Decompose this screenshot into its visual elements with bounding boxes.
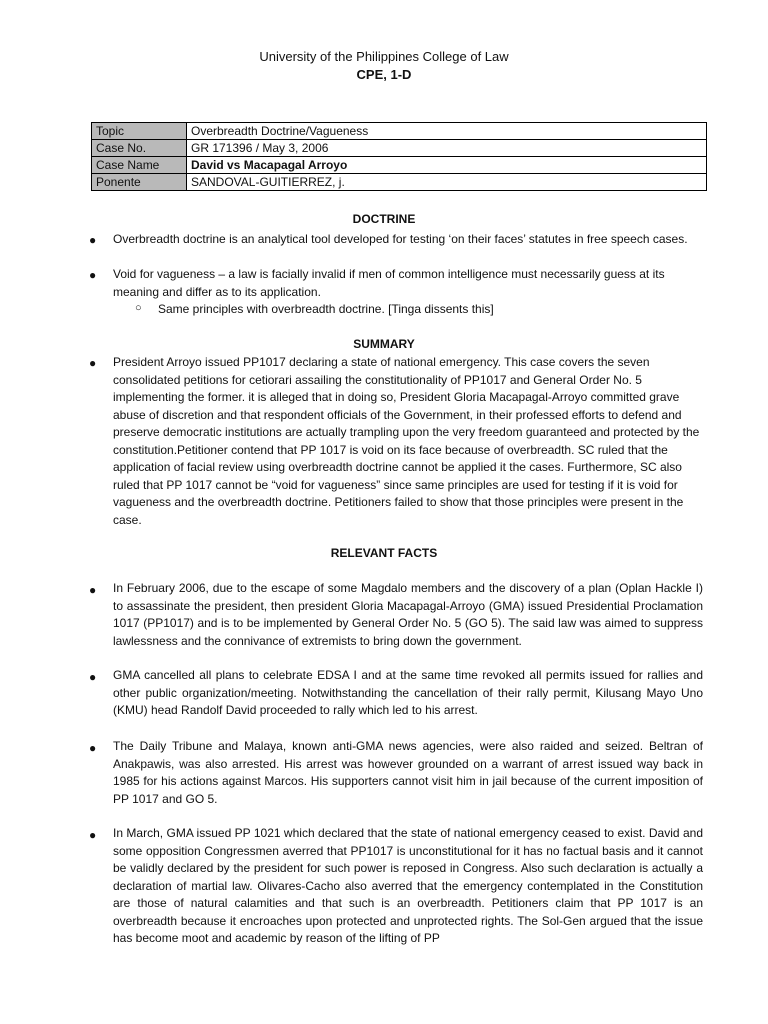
fact-item-2: GMA cancelled all plans to celebrate EDSA I and at the same time revoked all permits issued for rallies and other public organization/meeting. Notwithstanding the cancellation of their rally permit, Kilusang Mayo Uno (KMU) head Randolf David proceeded to rally which led to his arrest. [113, 668, 703, 717]
bullet-icon: ● [89, 741, 97, 755]
class-section: CPE, 1-D [356, 67, 412, 82]
bullet-icon: ● [89, 356, 97, 370]
topic-key: Topic [92, 123, 187, 140]
summary-title: SUMMARY [353, 337, 415, 351]
doctrine-item-1: Overbreadth doctrine is an analytical tool developed for testing ‘on their faces’ statutes in free speech cases. [113, 232, 688, 246]
bullet-icon: ● [89, 828, 97, 842]
relevant-facts-title: RELEVANT FACTS [330, 546, 438, 560]
case-name-key: Case Name [92, 157, 187, 174]
university-name: University of the Philippines College of Law [259, 49, 509, 64]
document-header [0, 48, 768, 84]
fact-item-1: In February 2006, due to the escape of some Magdalo members and the discovery of a plan (Oplan Hackle I) to assassinate the president, then president Gloria Macapagal-Arroyo (GMA) issued Presidential Proclamation 1017 (PP1017) and is to be implemented by General Order No. 5 (GO 5). The said law was aimed to suppress lawlessness and the connivance of extremists to bring down the government. [113, 581, 703, 648]
fact-item-4: In March, GMA issued PP 1021 which declared that the state of national emergency ceased to exist. David and some opposition Congressmen averred that PP1017 is unconstitutional for it has no factual basis and it cannot be validly declared by the president for such power is reposed in Congress. Also such declaration is actually a declaration of martial law. Olivares-Cacho also averred that the emergency contemplated in the Constitution are those of natural calamities and that such is an overbreadth. Petitioners claim that PP 1017 is an overbreadth because it encroaches upon protected and unprotected rights. The Sol-Gen argued that the issue has become moot and academic by reason of the lifting of PP [113, 826, 703, 945]
bullet-icon: ● [89, 233, 97, 247]
topic-value: Overbreadth Doctrine/Vagueness [187, 123, 707, 140]
table-row [92, 140, 707, 157]
doctrine-sub-item: Same principles with overbreadth doctrine. [Tinga dissents this] [158, 302, 494, 316]
doctrine-item-2: Void for vagueness – a law is facially invalid if men of common intelligence must necessarily guess at its meaning and differ as to its application. [113, 267, 665, 299]
bullet-icon: ● [89, 670, 97, 684]
case-name-value: David vs Macapagal Arroyo [187, 157, 707, 174]
bullet-icon: ● [89, 268, 97, 282]
case-info-table [91, 122, 707, 191]
bullet-icon: ● [89, 583, 97, 597]
table-row [92, 174, 707, 191]
case-no-value: GR 171396 / May 3, 2006 [187, 140, 707, 157]
doctrine-title: DOCTRINE [352, 212, 416, 226]
ponente-value: SANDOVAL-GUITIERREZ, j. [187, 174, 707, 191]
fact-item-3: The Daily Tribune and Malaya, known anti-GMA news agencies, were also raided and seized. Beltran of Anakpawis, was also arrested. His arrest was however grounded on a warrant of arrest issued way back in 1985 for his actions against Marcos. His supporters cannot visit him in jail because of the current imposition of PP 1017 and GO 5. [113, 739, 703, 806]
summary-text: President Arroyo issued PP1017 declaring a state of national emergency. This case covers the seven consolidated petitions for cetiorari assailing the constitutionality of PP1017 and General Order No. 5 implementing the former. it is alleged that in doing so, President Gloria Macapagal-Arroyo committed grave abuse of discretion and that respondent officials of the Government, in their professed efforts to defend and preserve democratic institutions are actually trampling upon the very freedom guaranteed and protected by the constitution.Petitioner contend that PP 1017 is void on its face because of overbreadth. SC ruled that the application of facial review using overbreadth doctrine cannot be applied it the cases. Furthermore, SC also ruled that PP 1017 cannot be “void for vagueness” since same principles are used for testing if it is void for vagueness and the overbreadth doctrine. Petitioners failed to show that those principles were present in the case. [113, 355, 700, 527]
sub-bullet-icon: ○ [135, 302, 142, 314]
table-row [92, 157, 707, 174]
case-no-key: Case No. [92, 140, 187, 157]
ponente-key: Ponente [92, 174, 187, 191]
table-row [92, 123, 707, 140]
